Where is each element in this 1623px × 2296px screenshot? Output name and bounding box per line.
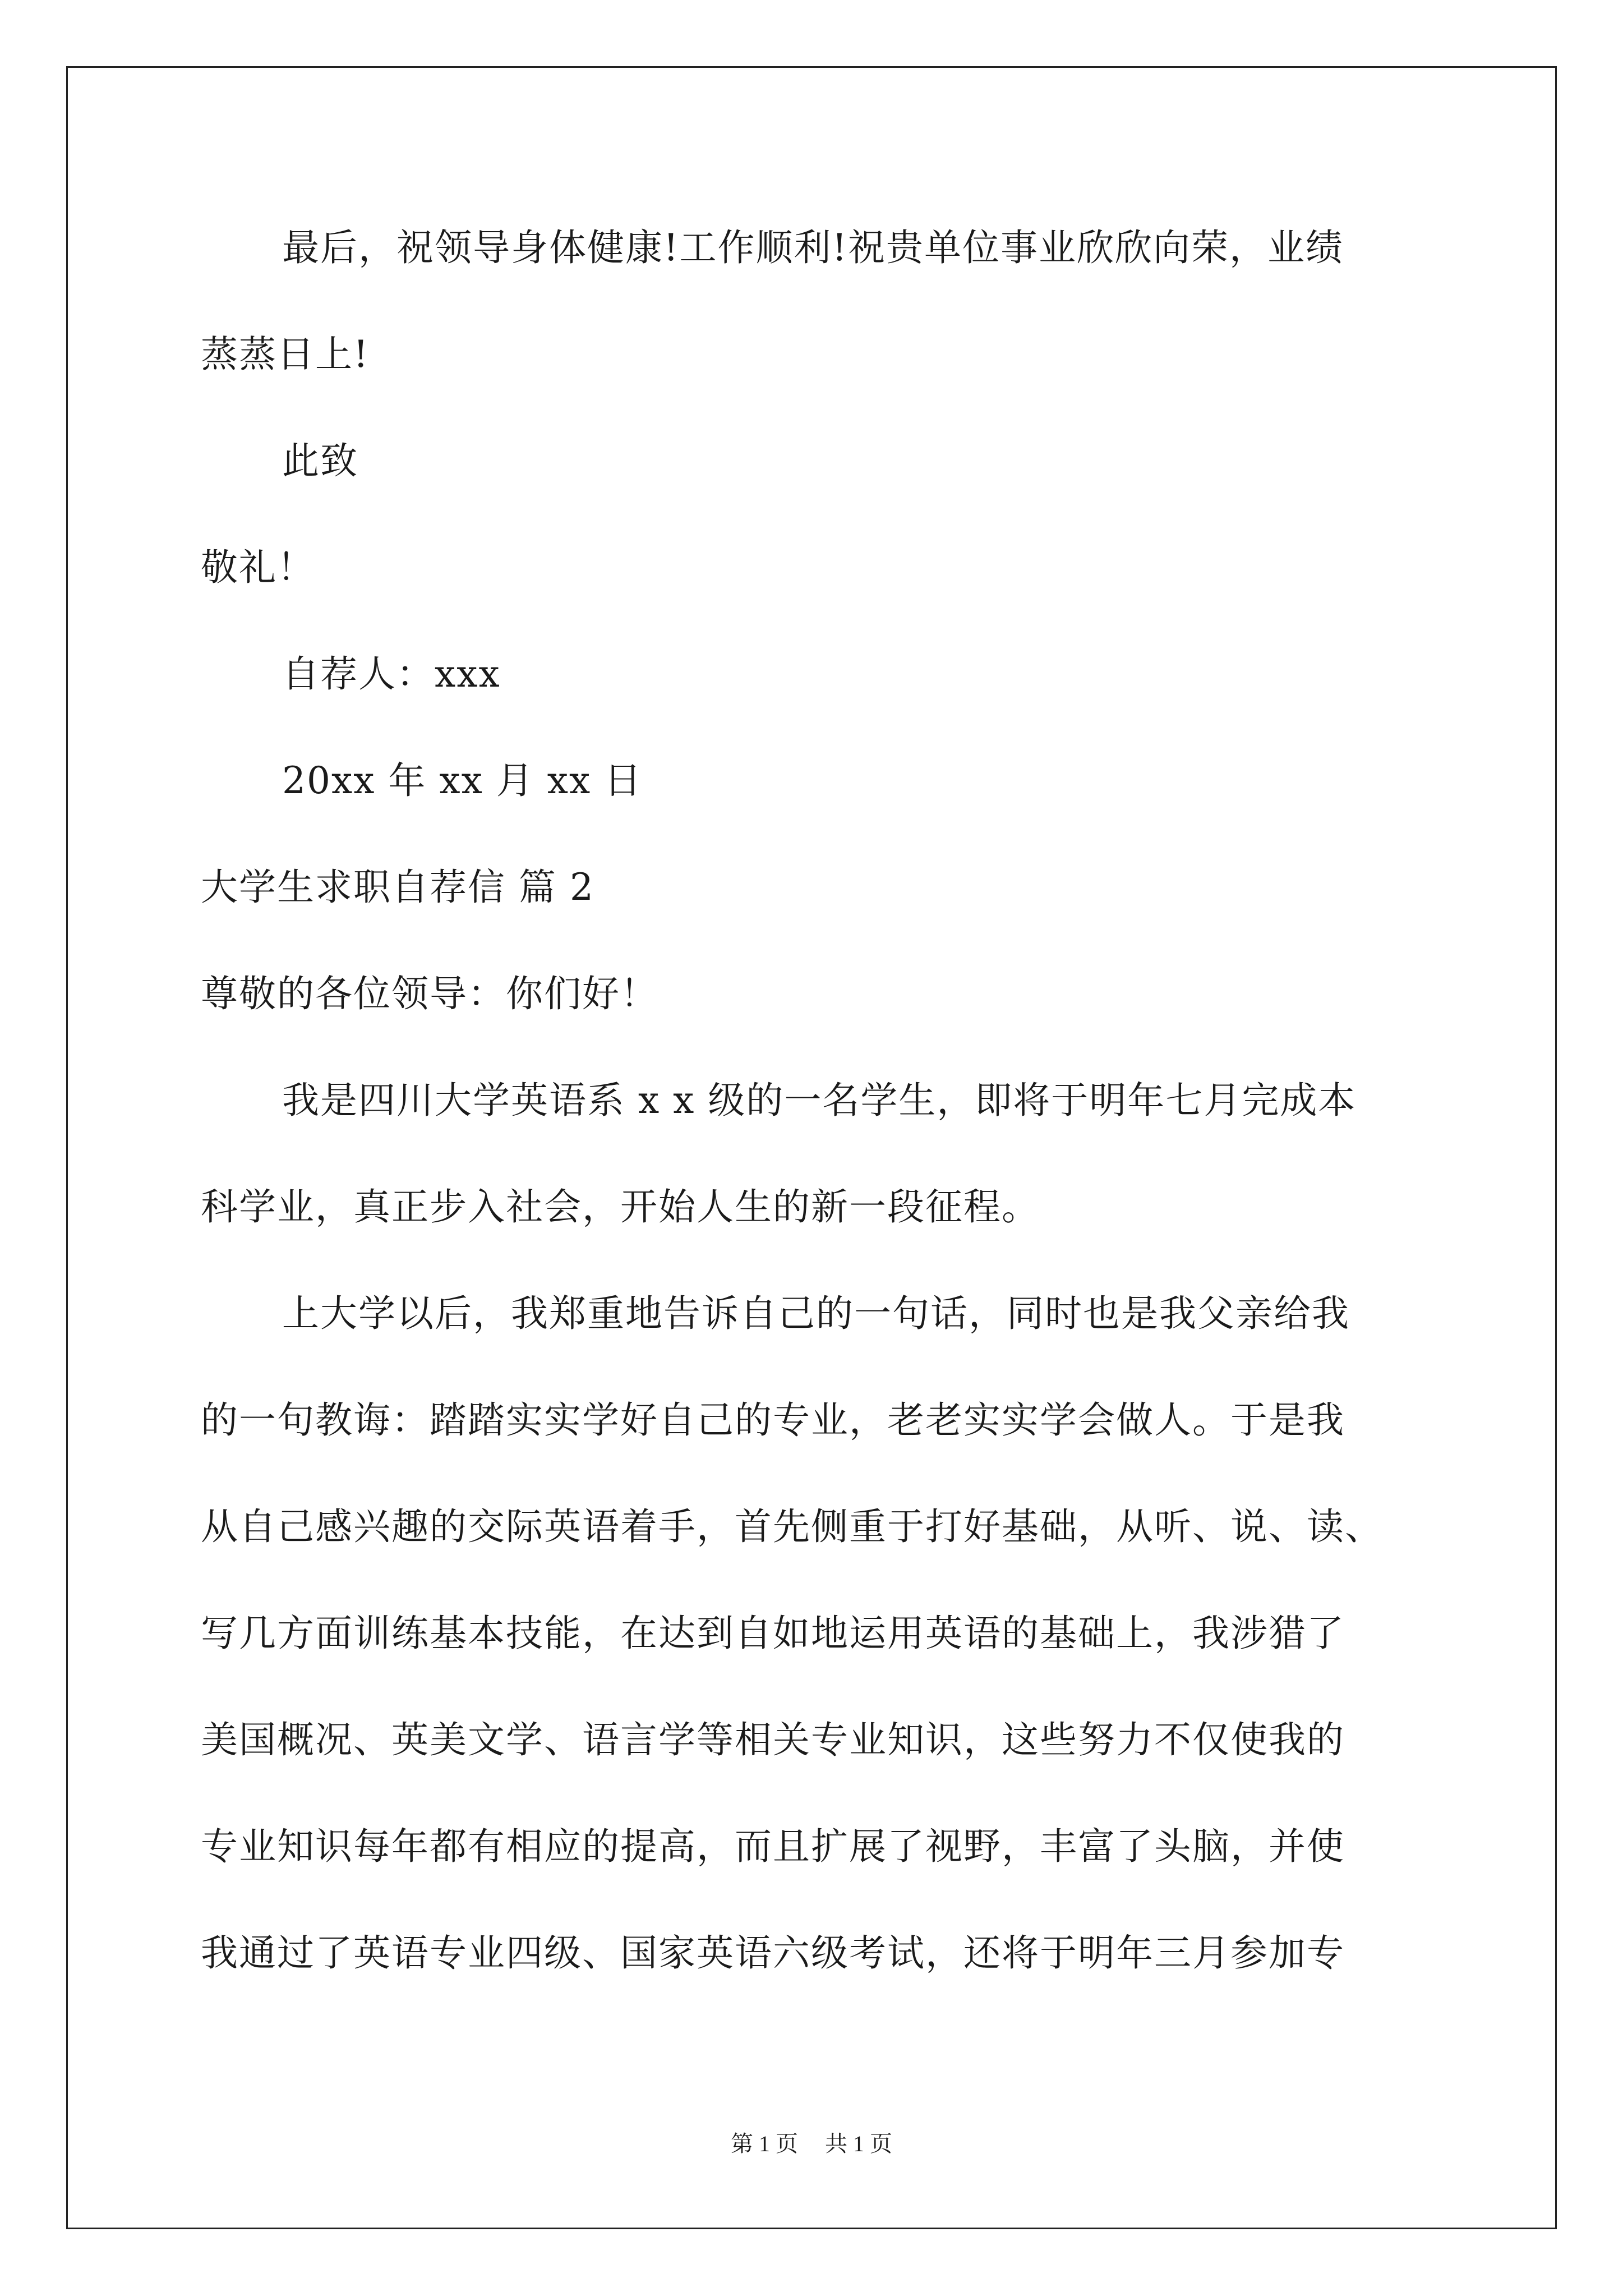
closing-salutation: 此致: [282, 439, 358, 482]
paragraph-line: 我通过了英语专业四级、国家英语六级考试，还将于明年三月参加专: [201, 1931, 1345, 1975]
section-heading: 大学生求职自荐信 篇 2: [201, 866, 594, 909]
page-count: 共 1 页: [825, 2131, 892, 2156]
paragraph-line: 美国概况、英美文学、语言学等相关专业知识，这些努力不仅使我的: [201, 1718, 1345, 1761]
signature-line: 自荐人：xxx: [282, 652, 501, 696]
greeting-line: 尊敬的各位领导：你们好！: [201, 972, 658, 1015]
paragraph-line: 上大学以后，我郑重地告诉自己的一句话，同时也是我父亲给我: [282, 1292, 1350, 1335]
paragraph-line: 科学业，真正步入社会，开始人生的新一段征程。: [201, 1185, 1040, 1228]
date-line: 20xx 年 xx 月 xx 日: [282, 759, 643, 802]
paragraph-line: 蒸蒸日上!: [201, 333, 370, 376]
paragraph-line: 最后，祝领导身体健康!工作顺利!祝贵单位事业欣欣向荣，业绩: [282, 226, 1344, 269]
paragraph-line: 我是四川大学英语系 x x 级的一名学生，即将于明年七月完成本: [282, 1079, 1357, 1122]
paragraph-line: 专业知识每年都有相应的提高，而且扩展了视野，丰富了头脑，并使: [201, 1825, 1345, 1868]
page-number: 第 1 页: [731, 2131, 798, 2156]
page-border: [66, 66, 1557, 2229]
page-footer: [0, 2130, 1623, 2158]
paragraph-line: 写几方面训练基本技能，在达到自如地运用英语的基础上，我涉猎了: [201, 1612, 1345, 1655]
paragraph-line: 的一句教诲：踏踏实实学好自己的专业，老老实实学会做人。于是我: [201, 1398, 1345, 1442]
paragraph-line: 从自己感兴趣的交际英语着手，首先侧重于打好基础，从听、说、读、: [201, 1505, 1383, 1548]
closing-regards: 敬礼！: [201, 546, 315, 589]
